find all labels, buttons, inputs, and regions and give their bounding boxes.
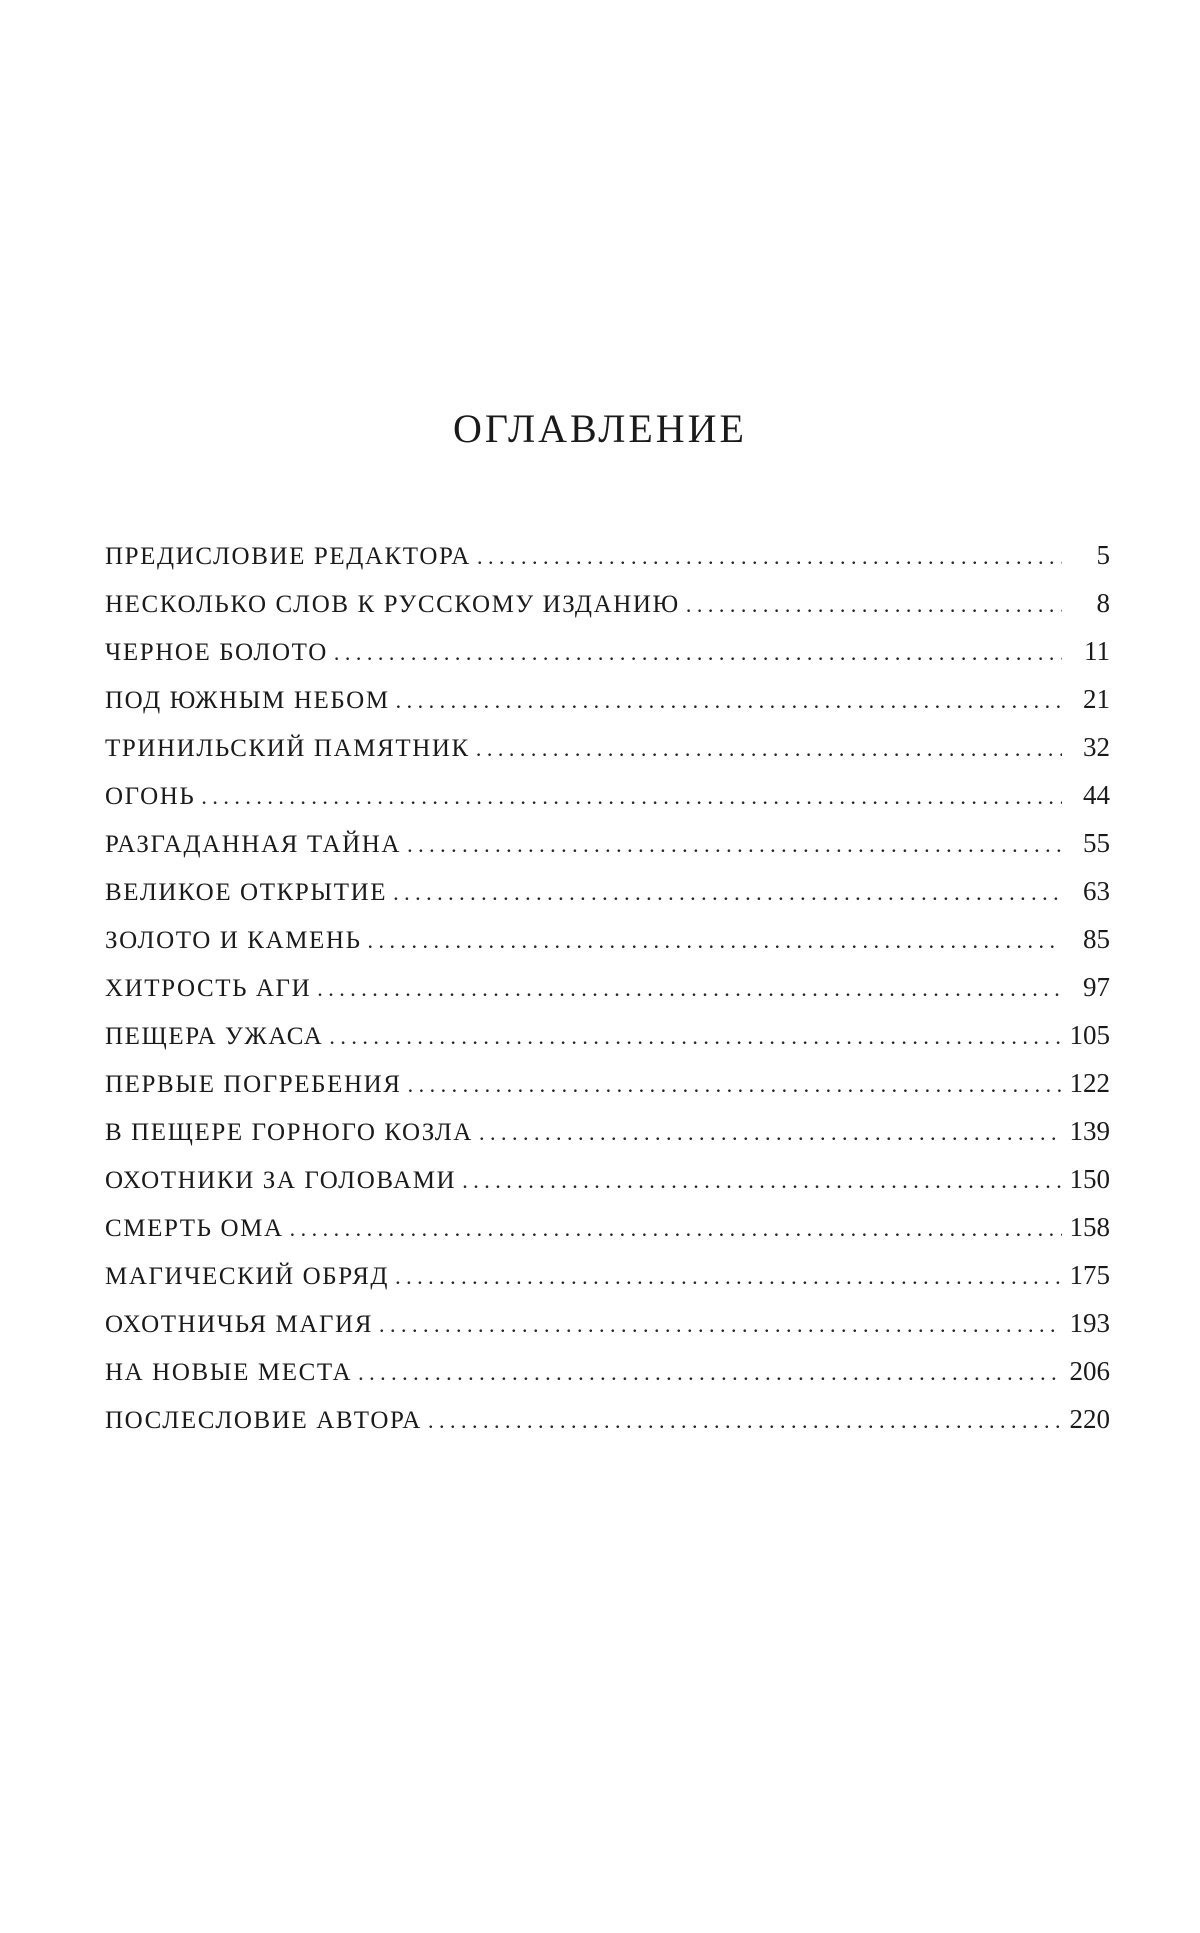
- toc-entry-title: СМЕРТЬ ОМА: [105, 1215, 284, 1242]
- toc-entry: [105, 1116, 1110, 1164]
- toc-entry-title: ОХОТНИЧЬЯ МАГИЯ: [105, 1311, 373, 1338]
- toc-entry: [105, 684, 1110, 732]
- toc-entry-page: 193: [1069, 1308, 1110, 1338]
- toc-entry-title: ОХОТНИКИ ЗА ГОЛОВАМИ: [105, 1167, 457, 1194]
- dot-leader: [290, 1216, 1062, 1242]
- toc-entry-title: ПЕРВЫЕ ПОГРЕБЕНИЯ: [105, 1071, 402, 1098]
- toc-entry-title: НЕСКОЛЬКО СЛОВ К РУССКОМУ ИЗДАНИЮ: [105, 591, 680, 618]
- toc-entry-page: 220: [1069, 1404, 1110, 1434]
- toc-entry-title: ПЕЩЕРА УЖАСА: [105, 1023, 324, 1050]
- toc-entry-page: 139: [1069, 1116, 1110, 1146]
- toc-entry-page: 150: [1069, 1164, 1110, 1194]
- dot-leader: [396, 688, 1062, 714]
- toc-entry-title: РАЗГАДАННАЯ ТАЙНА: [105, 831, 402, 858]
- dot-leader: [428, 1408, 1062, 1434]
- toc-entry: [105, 1020, 1110, 1068]
- dot-leader: [462, 1168, 1062, 1194]
- toc-entry-title: ОГОНЬ: [105, 783, 196, 810]
- toc-entry: [105, 972, 1110, 1020]
- toc-entry-page: 97: [1083, 972, 1110, 1002]
- dot-leader: [329, 1024, 1062, 1050]
- toc-entry-page: 55: [1083, 828, 1110, 858]
- dot-leader: [476, 736, 1062, 762]
- dot-leader: [407, 832, 1062, 858]
- page-title: ОГЛАВЛЕНИЕ: [453, 406, 747, 451]
- toc-entry: [105, 1260, 1110, 1308]
- toc-entry: [105, 780, 1110, 828]
- toc-entry: [105, 876, 1110, 924]
- toc-entry-title: ЧЕРНОЕ БОЛОТО: [105, 639, 328, 666]
- toc-entry-title: ПОД ЮЖНЫМ НЕБОМ: [105, 687, 390, 714]
- toc-entry: [105, 588, 1110, 636]
- toc-entry: [105, 1404, 1110, 1452]
- dot-leader: [368, 928, 1062, 954]
- toc-entry: [105, 636, 1110, 684]
- toc-entry-title: ВЕЛИКОЕ ОТКРЫТИЕ: [105, 879, 388, 906]
- toc-entry-page: 105: [1069, 1020, 1110, 1050]
- toc-entry: [105, 1212, 1110, 1260]
- toc-entry: [105, 1308, 1110, 1356]
- dot-leader: [358, 1360, 1062, 1386]
- dot-leader: [317, 976, 1062, 1002]
- toc-entry: [105, 732, 1110, 780]
- toc-entry-page: 11: [1084, 636, 1110, 666]
- toc-entry-page: 32: [1083, 732, 1110, 762]
- dot-leader: [334, 640, 1062, 666]
- table-of-contents: [105, 540, 1110, 1452]
- toc-entry-page: 122: [1069, 1068, 1110, 1098]
- toc-entry: [105, 1164, 1110, 1212]
- toc-entry: [105, 828, 1110, 876]
- dot-leader: [408, 1072, 1062, 1098]
- toc-entry-page: 44: [1083, 780, 1110, 810]
- toc-entry-page: 63: [1083, 876, 1110, 906]
- toc-entry-page: 175: [1069, 1260, 1110, 1290]
- toc-entry-page: 158: [1069, 1212, 1110, 1242]
- toc-entry-title: В ПЕЩЕРЕ ГОРНОГО КОЗЛА: [105, 1119, 473, 1146]
- toc-entry: [105, 1068, 1110, 1116]
- toc-entry: [105, 924, 1110, 972]
- dot-leader: [201, 784, 1062, 810]
- toc-entry-title: НА НОВЫЕ МЕСТА: [105, 1359, 353, 1386]
- toc-entry-title: ТРИНИЛЬСКИЙ ПАМЯТНИК: [105, 735, 470, 762]
- toc-entry-page: 5: [1096, 540, 1110, 570]
- dot-leader: [393, 880, 1062, 906]
- toc-entry-page: 8: [1096, 588, 1110, 618]
- toc-entry: [105, 1356, 1110, 1404]
- dot-leader: [379, 1312, 1062, 1338]
- toc-entry-page: 85: [1083, 924, 1110, 954]
- toc-entry-page: 21: [1083, 684, 1110, 714]
- toc-entry-title: ХИТРОСТЬ АГИ: [105, 975, 312, 1002]
- toc-entry-title: ЗОЛОТО И КАМЕНЬ: [105, 927, 362, 954]
- toc-entry-title: МАГИЧЕСКИЙ ОБРЯД: [105, 1263, 390, 1290]
- dot-leader: [686, 592, 1062, 618]
- dot-leader: [477, 544, 1062, 570]
- toc-entry: [105, 540, 1110, 588]
- toc-entry-title: ПРЕДИСЛОВИЕ РЕДАКТОРА: [105, 543, 471, 570]
- dot-leader: [479, 1120, 1062, 1146]
- dot-leader: [395, 1264, 1062, 1290]
- toc-entry-page: 206: [1069, 1356, 1110, 1386]
- toc-entry-title: ПОСЛЕСЛОВИЕ АВТОРА: [105, 1407, 422, 1434]
